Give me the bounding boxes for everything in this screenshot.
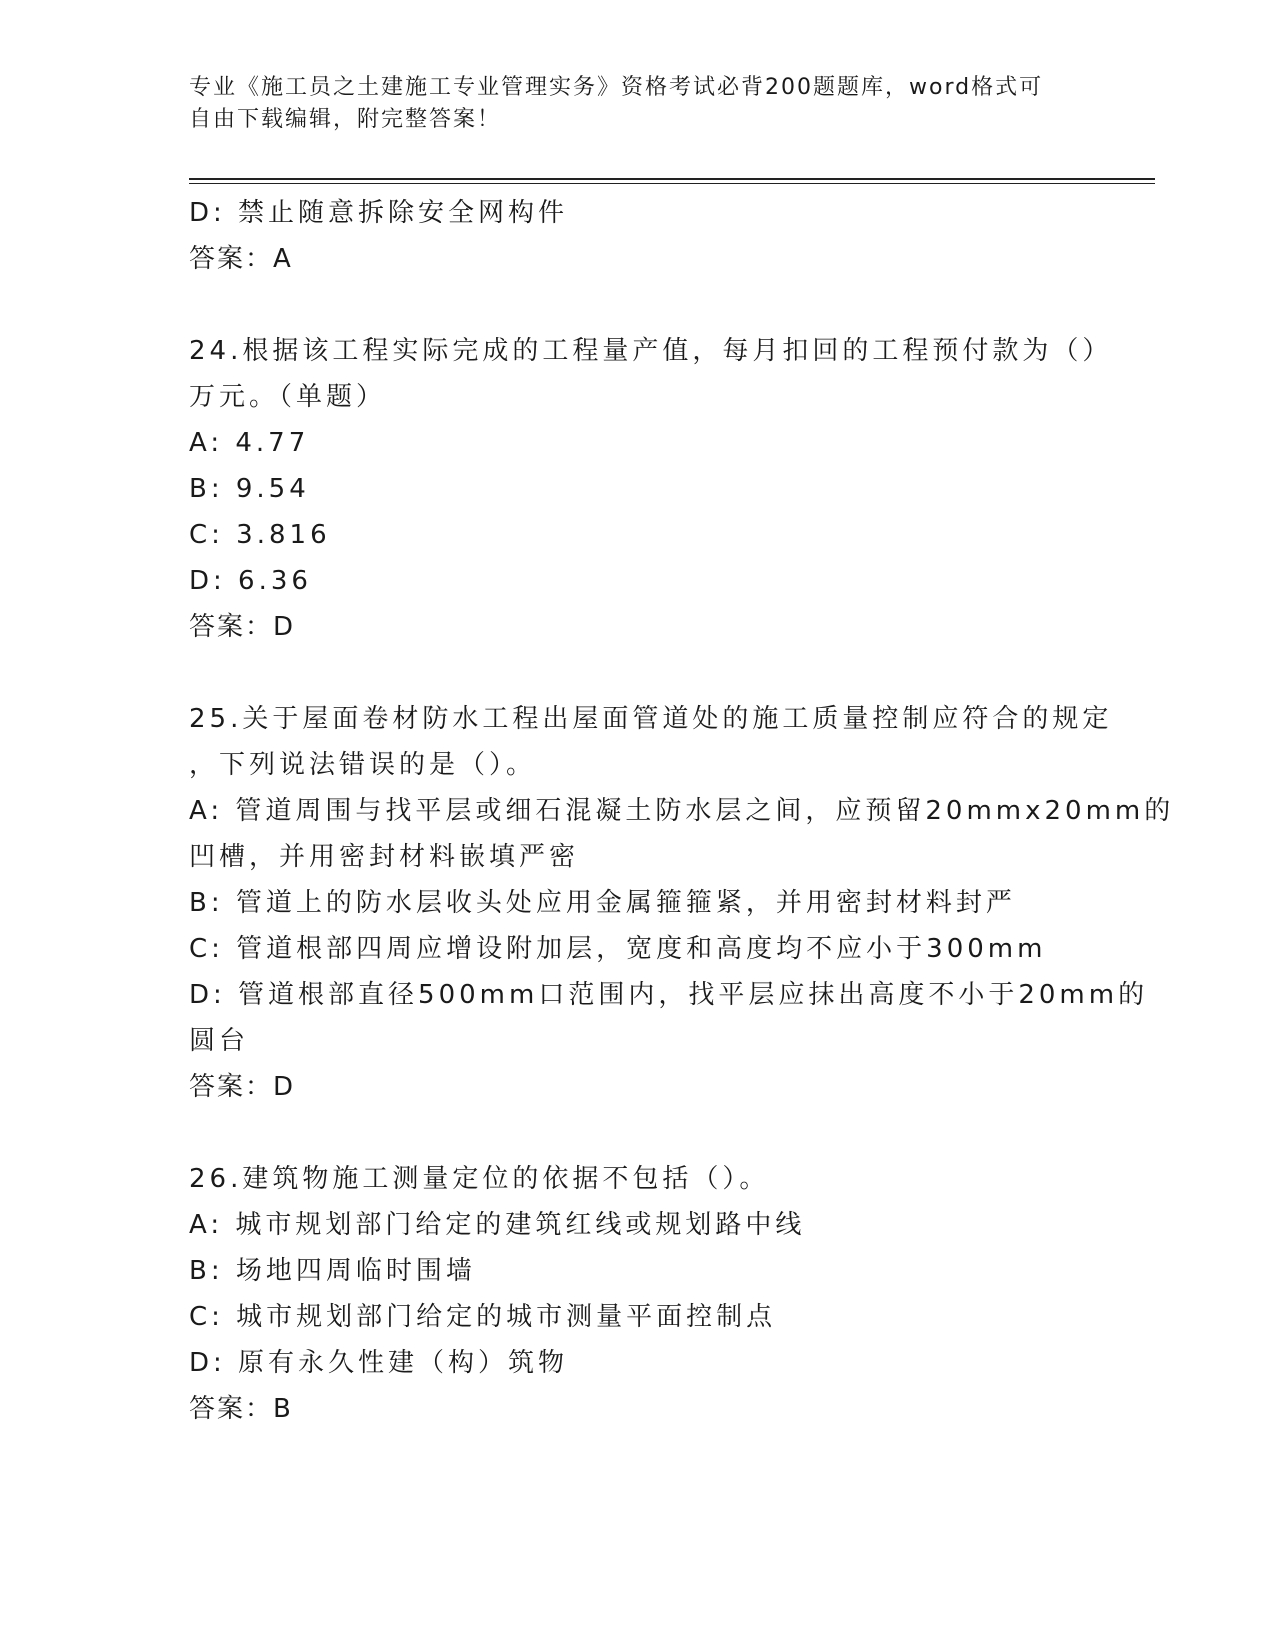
option-a: A: 4.77 xyxy=(189,428,310,458)
question-24 xyxy=(189,328,1113,650)
option-d-continued: 圆台 xyxy=(189,1026,250,1056)
option-a: A: 管道周围与找平层或细石混凝土防水层之间，应预留20mmx20mm的 xyxy=(189,796,1175,826)
option-c: C: 城市规划部门给定的城市测量平面控制点 xyxy=(189,1302,777,1332)
option-b: B: 管道上的防水层收头处应用金属箍箍紧，并用密封材料封严 xyxy=(189,888,1016,918)
header-title-line-2: 自由下载编辑，附完整答案！ xyxy=(189,107,502,132)
answer-line: 答案：D xyxy=(189,1072,296,1102)
option-d: D: 禁止随意拆除安全网构件 xyxy=(189,198,569,228)
option-a-continued: 凹槽，并用密封材料嵌填严密 xyxy=(189,842,580,872)
option-d: D: 6.36 xyxy=(189,566,312,596)
option-a: A: 城市规划部门给定的建筑红线或规划路中线 xyxy=(189,1210,806,1240)
option-b: B: 9.54 xyxy=(189,474,310,504)
question-stem: 26.建筑物施工测量定位的依据不包括（）。 xyxy=(189,1164,770,1194)
option-b: B: 场地四周临时围墙 xyxy=(189,1256,476,1286)
answer-line: 答案：B xyxy=(189,1394,293,1424)
question-stem-continued: ，下列说法错误的是（）。 xyxy=(189,750,537,780)
question-26 xyxy=(189,1156,1089,1432)
question-stem: 25.关于屋面卷材防水工程出屋面管道处的施工质量控制应符合的规定 xyxy=(189,704,1113,734)
option-c: C: 3.816 xyxy=(189,520,331,550)
question-25 xyxy=(189,696,1175,1110)
question-stem-continued: 万元。（单题） xyxy=(189,382,387,412)
header-divider xyxy=(189,178,1155,184)
question-stem: 24.根据该工程实际完成的工程量产值，每月扣回的工程预付款为（） xyxy=(189,336,1113,366)
header-title-line-1: 专业《施工员之土建施工专业管理实务》资格考试必背200题题库，word格式可 xyxy=(189,75,1044,100)
option-d: D: 管道根部直径500mm口范围内，找平层应抹出高度不小于20mm的 xyxy=(189,980,1149,1010)
question-list xyxy=(189,190,1175,1432)
answer-line: 答案：A xyxy=(189,244,293,274)
page-header xyxy=(189,72,1089,136)
option-c: C: 管道根部四周应增设附加层，宽度和高度均不应小于300mm xyxy=(189,934,1047,964)
option-d: D: 原有永久性建（构）筑物 xyxy=(189,1348,569,1378)
answer-line: 答案：D xyxy=(189,612,296,642)
